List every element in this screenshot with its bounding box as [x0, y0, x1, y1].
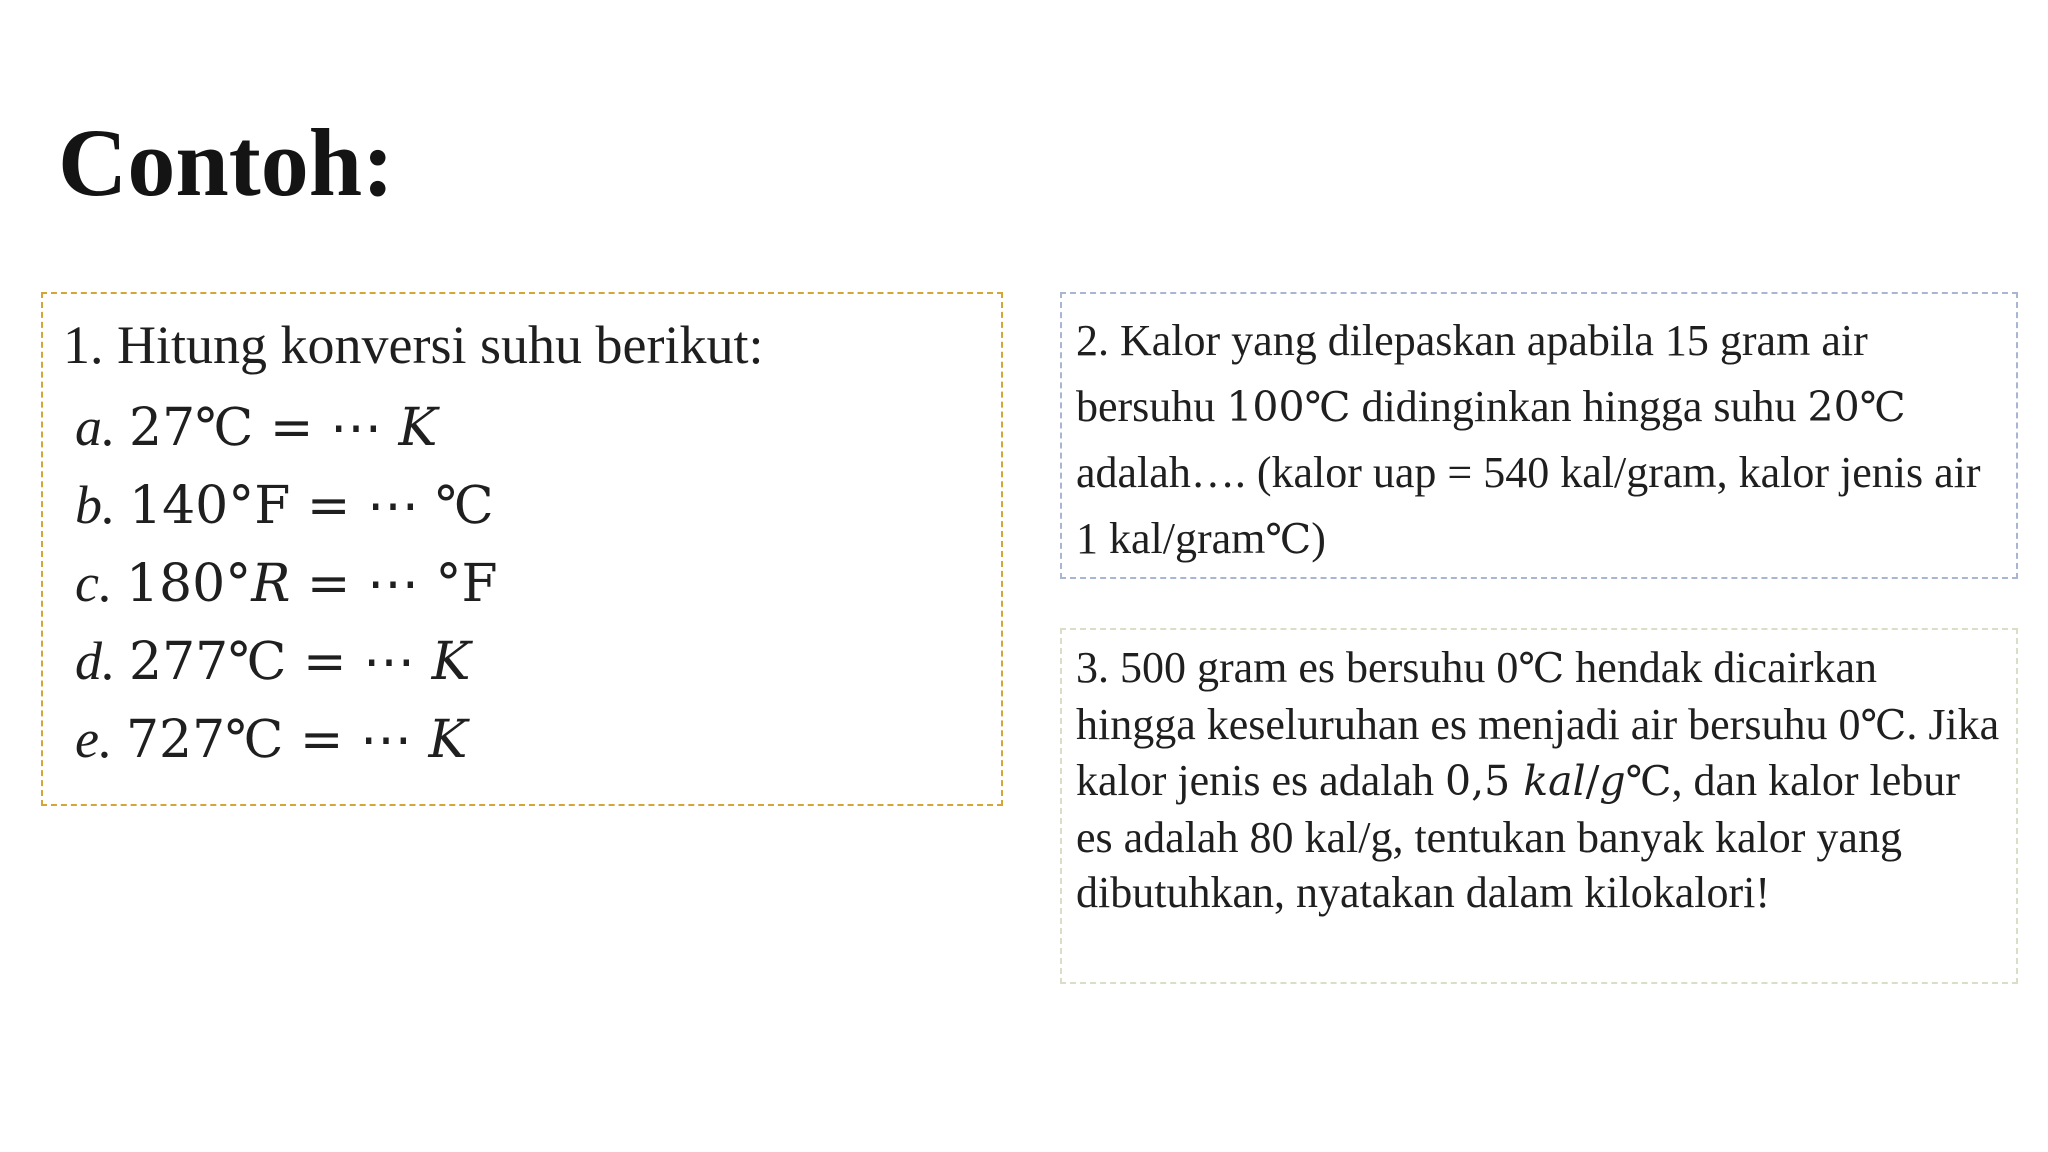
item-expression: 140°F = ⋯ ℃ — [129, 476, 494, 537]
question-3-math: ℃ — [1860, 700, 1907, 749]
question-2-math: ℃ — [1265, 515, 1312, 563]
question-3-math: ℃ — [1518, 644, 1565, 692]
question-1-box — [41, 292, 1003, 806]
question-1-item-d — [75, 623, 983, 701]
question-1-item-c — [75, 545, 983, 623]
question-3-text-part: , dan kalor lebur es adalah 80 kal/g, tentukan banyak kalor yang dibutuhkan, nyatakan dalam kilokalori! — [1076, 756, 1960, 917]
slide-title: Contoh: — [58, 109, 395, 216]
question-3-text — [1076, 640, 2002, 921]
question-2-text-part: adalah…. (kalor uap = 540 kal/gram, kalor jenis air 1 kal/gram — [1076, 448, 1981, 563]
item-expression: 277℃ = ⋯ 𝐾 — [129, 632, 471, 693]
item-letter: e. — [75, 709, 113, 770]
question-1-item-b — [75, 467, 983, 545]
question-1-heading: 1. Hitung konversi suhu berikut: — [63, 315, 764, 375]
question-3-text-part: . Jika kalor jenis es adalah — [1076, 699, 2000, 805]
item-letter: b. — [75, 475, 116, 536]
question-1-item-e — [75, 701, 983, 779]
question-2-text-part: ) — [1311, 514, 1326, 563]
question-3-text-part: hendak dicairkan hingga keseluruhan es menjadi air bersuhu 0 — [1076, 643, 1877, 749]
item-letter: c. — [75, 553, 113, 614]
question-2-math: 100℃ — [1226, 383, 1351, 431]
question-2-text — [1076, 308, 2002, 572]
question-2-text-part: didinginkan hingga suhu — [1350, 382, 1808, 431]
item-expression: 727℃ = ⋯ 𝐾 — [125, 710, 468, 771]
item-expression: 180°𝑅 = ⋯ °F — [125, 554, 498, 615]
question-3-math: 0,5 𝑘𝑎𝑙/𝑔℃ — [1444, 757, 1672, 805]
question-3-text-part: 3. 500 gram es bersuhu 0 — [1076, 643, 1519, 692]
question-2-text-part: 2. Kalor yang dilepaskan apabila 15 gram air bersuhu — [1076, 316, 1868, 431]
item-letter: a. — [75, 397, 116, 458]
question-2-math: 20℃ — [1807, 383, 1906, 431]
item-expression: 27℃ = ⋯ 𝐾 — [129, 398, 438, 459]
question-3-box — [1060, 628, 2018, 984]
question-1-item-a — [75, 389, 983, 467]
question-2-box — [1060, 292, 2018, 579]
item-letter: d. — [75, 631, 116, 692]
